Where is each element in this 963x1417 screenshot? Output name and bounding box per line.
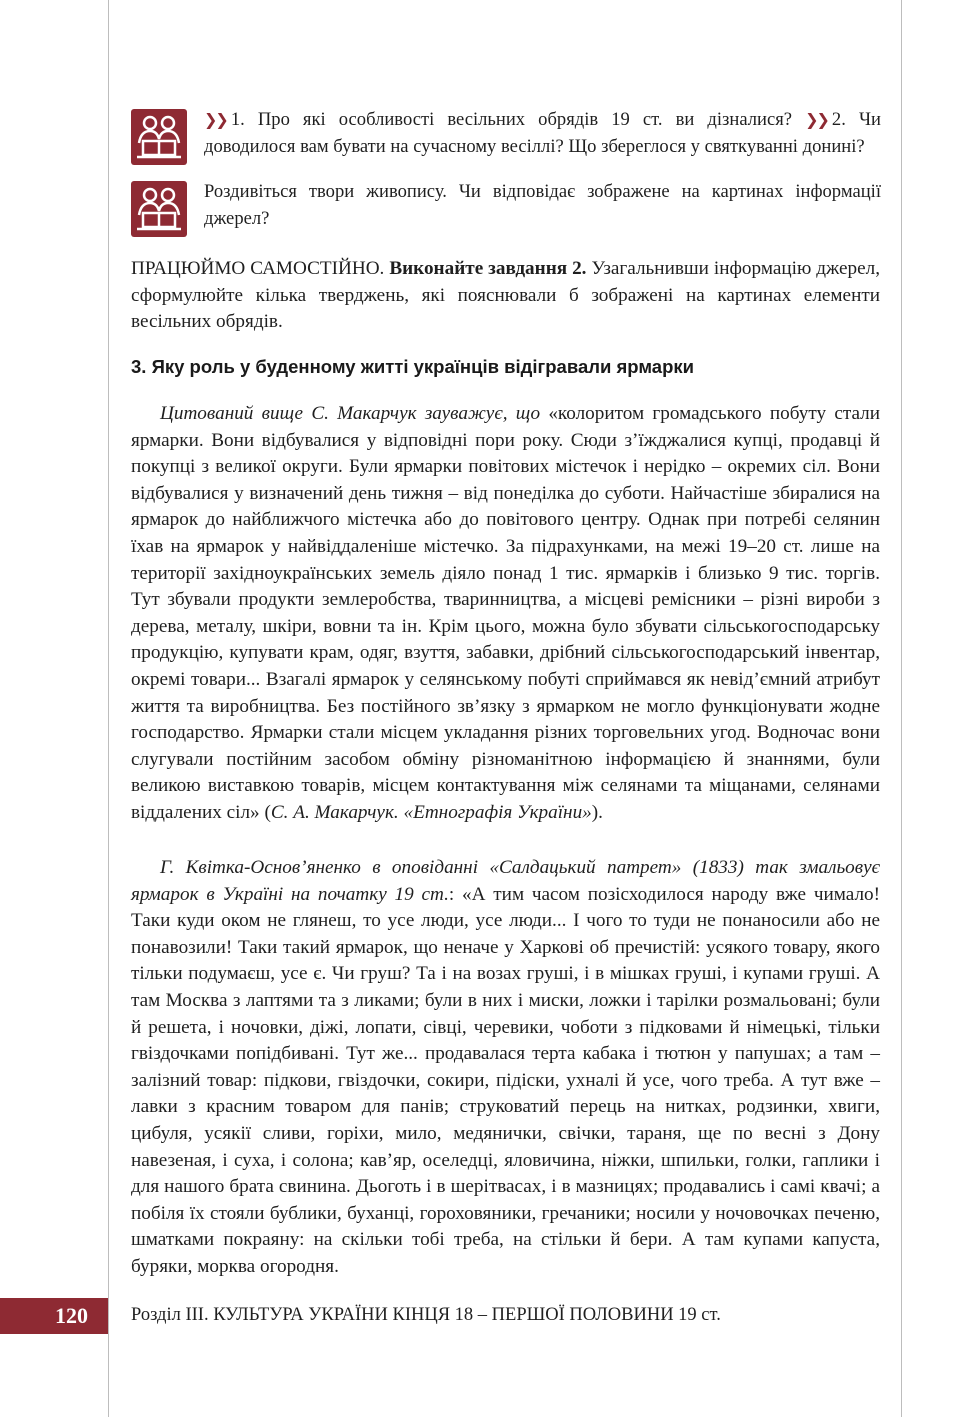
footer-section-title: Розділ ІІІ. КУЛЬТУРА УКРАЇНИ КІНЦЯ 18 – ПЕРШОЇ ПОЛОВИНИ 19 ст.	[131, 1305, 721, 1325]
left-margin-line	[108, 0, 109, 1417]
paragraph-2-quote: «А тим часом позісходилося народу вже чимало! Таки куди оком не глянеш, то усе люди, усе люди... І чого то туди не понаносили або не понавозили! Таки такий ярмарок, що неначе у Харкові об пречистій: усякого товару, якого тільки подумаєш, усе є. Чи груш? Та і на возах груші, і в мішках груші, і купами груші. А там Москва з лаптями та з ликами; були в них і миски, ложки і тарілки розмальовані; були й решета, і ночовки, діжі, лопати, сівці, черевики, чоботи з підковами й німецькі, тільки гвіздочками попідбивані. Тут же... продавалася терта кабака і тютюн у папушах; а там – залізний товар: підкови, гвіздочки, сокири, підіски, ухналі й усе, чого треба. А тут вже – лавки з красним товаром для панів; струковатий перець на нитках, родзинки, хвиги, цибуля, усякії сливи, горіхи, мило, медянички, свічки, тараня, ще по весні з Дону навезеная, і суха, і солона; кав’яр, оселедці, яловичина, ніжки, шпильки, голки, гаплики і для нашого брата свинина. Дьоготь і в шерітвасах, і в мазницях; продавались і самі квачі; а побіля їх стояли бублики, буханці, гороховяники, гречаники; носили у ночовочках печеню, шматками покраяну: на скільки тобі треба, на стільки й бери. А там купами капуста, буряки, морква огородня.	[131, 883, 881, 1277]
independent-work-label: ПРАЦЮЙМО САМОСТІЙНО.	[131, 258, 385, 279]
question-1-number: 1.	[230, 109, 245, 130]
fairs-paragraph-1	[131, 401, 880, 827]
page-number: 120	[55, 1303, 88, 1328]
task-block-1	[131, 109, 881, 169]
section-heading: 3. Яку роль у буденному житті українців відігравали ярмарки	[131, 356, 695, 377]
source-open-paren: (	[264, 801, 271, 823]
independent-work-paragraph	[131, 256, 880, 336]
question-marker-icon: ❯❯	[204, 110, 227, 129]
paragraph-2-colon: :	[448, 883, 455, 905]
question-1-text: Про які особливості весільних обрядів 19 ст. ви дізналися?	[257, 109, 793, 130]
group-discussion-icon	[131, 109, 187, 165]
page-number-box	[0, 1298, 108, 1334]
group-discussion-icon	[131, 181, 187, 237]
question-2-number: 2.	[831, 109, 846, 130]
independent-work-text: Узагальнивши інформацію джерел, сформулюйте кілька тверджень, які пояснювали б зображені на картинах елементи весільних обрядів.	[131, 258, 881, 333]
paragraph-2-intro: Г. Квітка-Основ’яненко в оповіданні «Салдацький патрет» (1833) так змальовує ярмарок в Україні на початку 19 ст.	[131, 857, 880, 905]
independent-work-task: Виконайте завдання 2.	[389, 258, 587, 279]
question-marker-icon: ❯❯	[805, 110, 828, 129]
task-block-2	[131, 181, 881, 241]
paragraph-1-quote: «колоритом громадського побуту стали ярмарки. Вони відбувалися у відповідні пори року. Сюди з’їжджалися купці, продавці й покупці з великої округи. Були ярмарки повітових містечок і нерідко – окремих сіл. Вони відбувалися у визначений день тижня – від понеділка до суботи. Найчастіше збиралися на ярмарок до найближчого містечка або до повітового центру. Однак при потребі селянин їхав на ярмарок у найвіддаленіше містечко. За підрахунками, на межі 19–20 ст. лише на території західноукраїнських земель діяло понад 1 тис. ярмарків і близько 9 тис. торгів. Тут збували продукти землеробства, тваринництва, а місцеві ремісники – різні вироби з дерева, металу, шкіри, вовни та ін. Крім цього, можна було збувати сільськогосподарську продукцію, купувати крам, одяг, взуття, забавки, дрібний сільськогосподарський інвентар, окремі товари... Взагалі ярмарок у селянському побуті сприймався як невід’ємний атрибут життя та виробництва. Без постійного зв’язку з ярмарком не могло функціонувати жодне господарство. Ярмарки стали місцем укладання різних торговельних угод. Водночас вони слугували постійним засобом обміну різноманітною інформацією й знаннями, були великою виставкою товарів, місцем контактування між селянами та міщанами, селянами віддалених сіл»	[131, 403, 880, 823]
paragraph-1-source: С. А. Макарчук. «Етнографія України»	[270, 801, 592, 823]
fairs-paragraph-2	[131, 855, 880, 1281]
task-2-text: Роздивіться твори живопису. Чи відповідає зображене на картинах інформації джерел?	[204, 181, 881, 229]
paragraph-1-intro: Цитований вище С. Макарчук зауважує, що	[160, 403, 541, 424]
right-margin-line	[901, 0, 902, 1417]
source-close-paren: ).	[591, 801, 603, 823]
task-1-questions	[204, 106, 881, 160]
question-2-text: Чи доводилося вам бувати на сучасному весіллі? Що збереглося у святкуванні донині?	[204, 109, 881, 157]
